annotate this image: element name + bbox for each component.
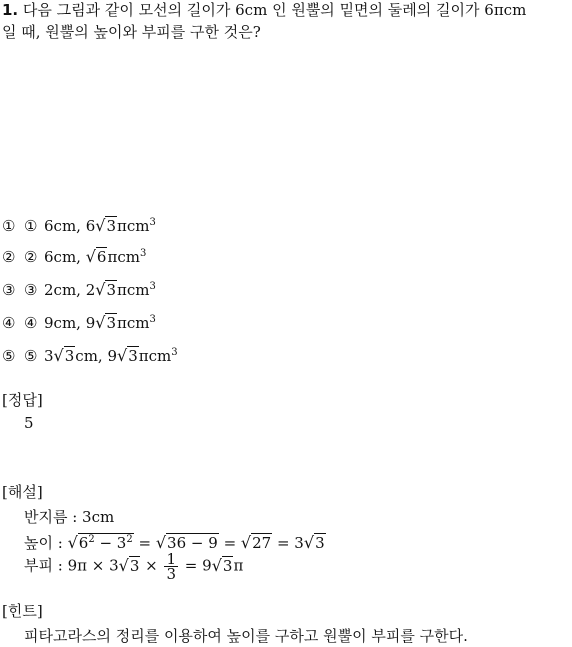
height-rad-2: 36 − 9 [167,534,218,552]
choice-exponent: 3 [149,314,156,325]
answer-value: 5 [24,414,34,432]
choice-exponent: 3 [149,217,156,228]
choice-marker: ④ [2,314,16,332]
choice-radicand: 3 [64,347,75,365]
height-minus: − 3 [94,534,127,552]
choice-text: 2cm, 2 [44,281,96,299]
choice-exponent: 3 [139,248,147,259]
choice-2[interactable]: ② ② 6cm, √6πcm$^3$ [2,247,147,266]
height-rad-4: 3 [315,534,325,552]
choice-inner-marker: ③ [24,281,38,299]
choice-unit: πcm [117,314,150,332]
choice-exponent: 3 [171,347,178,358]
fraction-denominator: 3 [166,565,177,583]
question-number: 1. [2,1,19,19]
explanation-radius: 반지름 : 3cm [24,508,115,526]
choice-marker: ① [2,217,16,235]
choice-text: 6cm, 6 [44,217,96,235]
choice-unit: πcm [107,248,140,266]
choice-inner-marker: ⑤ [24,347,38,365]
answer-label: [정답] [2,391,43,409]
fraction-numerator: 1 [166,550,177,568]
choice-text: 3 [44,347,54,365]
figure-placeholder [2,64,562,204]
volume-times: × [140,556,163,575]
choice-marker: ② [2,248,16,266]
choice-marker: ③ [2,281,16,299]
choice-inner-marker: ② [24,248,38,266]
height-eq-3: = 3 [272,534,304,552]
choice-4[interactable]: ④ ④ 9cm, 9√3πcm$^3$ [2,313,156,332]
choice-unit: πcm [117,281,150,299]
choice-radicand: 6 [96,248,107,266]
choice-text: 9cm, 9 [44,314,96,332]
question-text-2: 일 때, 원뿔의 높이와 부피를 구한 것은? [2,23,261,41]
question-line-1 [2,0,526,20]
height-exp-1: 2 [88,534,95,545]
height-eq-1: = [133,534,156,552]
volume-rad: 3 [129,556,140,575]
choice-3[interactable]: ③ ③ 2cm, 2√3πcm$^3$ [2,280,156,299]
choice-radicand: 3 [106,314,116,332]
height-eq-2: = [218,534,241,552]
height-term-a: 6 [78,534,89,552]
explanation-volume: 부피 : 9π × 3√3 × $\frac{1}{3}$ = 9√3π [24,550,244,583]
question-line-2 [2,22,261,42]
volume-rad-2: 3 [222,556,233,575]
explanation-height: 높이 : $√6^2 - 3^2 = √36 - 9 = √27 = 3√3$ [24,533,325,552]
choice-text-mid: cm, 9 [75,347,118,365]
question-text-1: 다음 그림과 같이 모선의 길이가 6cm 인 원뿔의 밑면의 둘레의 길이가 6πcm [22,1,527,19]
volume-prefix: 부피 : 9π × 3 [24,556,119,575]
choice-1[interactable]: ① ① 6cm, 6√3πcm$^3$ [2,216,156,235]
choice-5[interactable]: ⑤ ⑤ 3√3cm, 9√3πcm$^3$ [2,346,178,365]
choice-marker: ⑤ [2,347,16,365]
choice-unit: πcm [138,347,172,365]
volume-end: π [233,556,244,575]
choice-radicand-2: 3 [128,347,138,365]
height-exp-2: 2 [126,534,133,545]
explanation-label: [해설] [2,483,43,501]
hint-label: [힌트] [2,602,43,620]
choice-exponent: 3 [149,281,156,292]
height-prefix: 높이 : [24,534,68,552]
choice-radicand: 3 [106,217,116,235]
hint-text: 피타고라스의 정리를 이용하여 높이를 구하고 원뿔이 부피를 구한다. [24,627,468,645]
choice-radicand: 3 [106,281,116,299]
choice-inner-marker: ① [24,217,38,235]
choice-text: 6cm, [44,248,86,266]
volume-fraction [164,552,178,581]
choice-inner-marker: ④ [24,314,38,332]
height-rad-3: 27 [252,534,272,552]
choice-unit: πcm [117,217,150,235]
volume-eq: = 9 [180,556,212,575]
